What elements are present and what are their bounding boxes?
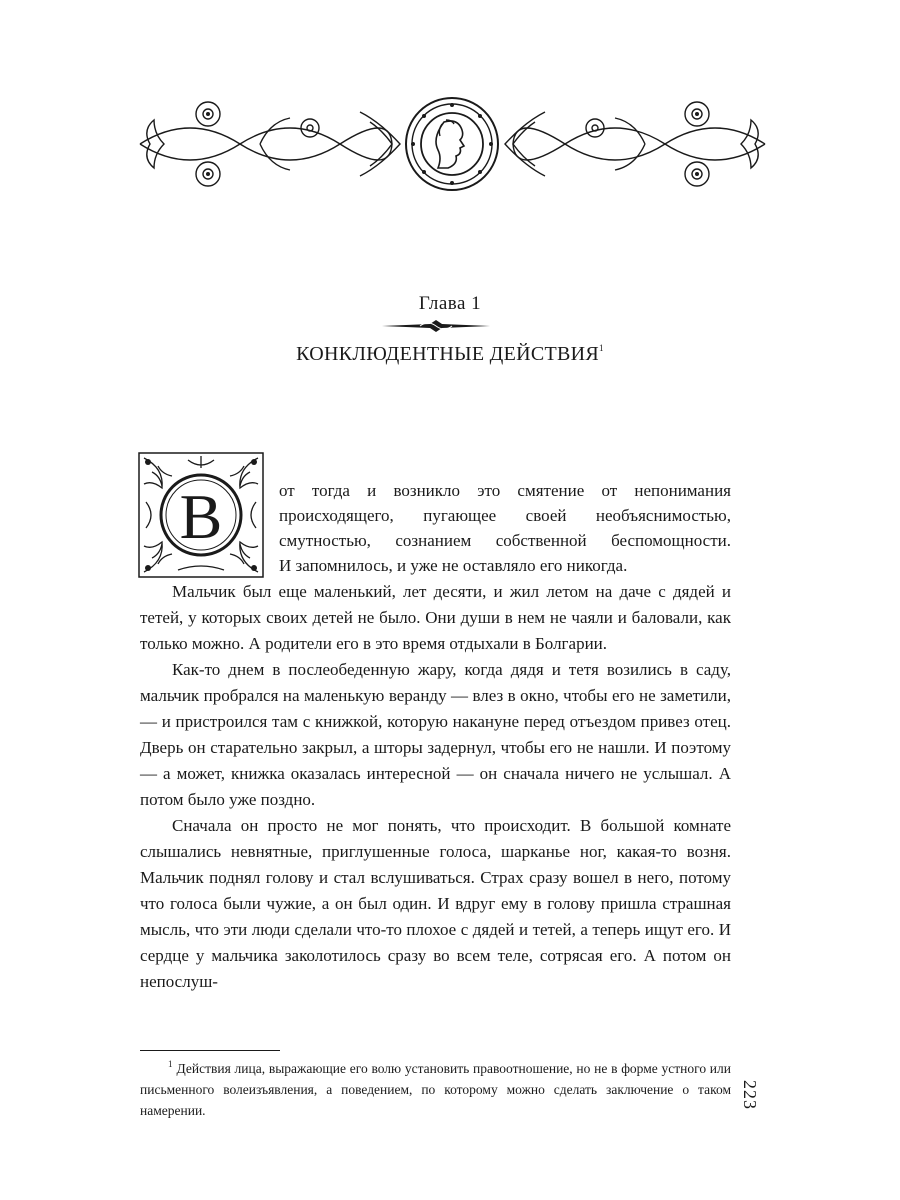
footnote-mark: 1 bbox=[168, 1059, 173, 1069]
chapter-divider bbox=[380, 318, 492, 334]
chapter-title bbox=[0, 343, 900, 366]
intro-line: И запомнилось, и уже не оставляло его никогда. bbox=[279, 556, 628, 575]
footnote-rule bbox=[140, 1050, 280, 1051]
drop-cap-letter: В bbox=[179, 481, 223, 552]
footnote-reference: 1 bbox=[599, 343, 604, 353]
intro-line: от тогда и возникло это смятение от непонимания bbox=[279, 481, 731, 500]
footnote-text: Действия лица, выражающие его волю установить правоотношение, но не в форме устного или письменного волеизъявления, а поведением, по которому можно сделать заключение о таком намерении. bbox=[140, 1061, 731, 1118]
paragraph: Сначала он просто не мог понять, что происходит. В большой комнате слышались невнятные, приглушенные голоса, шарканье ног, какая-то возня. Мальчик поднял голову и стал вслушиваться. Страх сразу вошел в него, потому что голоса были чужие, а он был один. И вдруг ему в голову пришла страшная мысль, что эти люди сделали что-то плохое с дядей и тетей, а теперь ищут его. И сердце у мальчика заколотилось сразу во всем теле, сотрясая его. А потом он непослуш- bbox=[140, 816, 731, 991]
body-text bbox=[140, 579, 731, 995]
page-number: 223 bbox=[740, 1080, 760, 1110]
chapter-label: Глава 1 bbox=[418, 293, 482, 314]
paragraph: Как-то днем в послеобеденную жару, когда дядя и тетя возились в саду, мальчик пробрался на маленькую веранду — влез в окно, чтобы его не заметили, — и пристроился там с книжкой, которую накануне перед отъездом привез отец. Дверь он старательно закрыл, а шторы задернул, чтобы его не нашли. И поэтому — а может, книжка оказалась интересной — он сначала ничего не услышал. А потом было уже поздно. bbox=[140, 660, 731, 809]
chapter-title-text: КОНКЛЮДЕНТНЫЕ ДЕЙСТВИЯ bbox=[296, 343, 600, 365]
paragraph: Мальчик был еще маленький, лет десяти, и жил летом на даче с дядей и тетей, у которых своих детей не было. Они души в нем не чаяли и баловали, как только можно. А родители его в это время отдыхали в Болгарии. bbox=[140, 582, 731, 653]
intro-line: происходящего, пугающее своей необъяснимостью, bbox=[279, 506, 731, 525]
ornamental-header bbox=[130, 92, 775, 196]
footnote bbox=[140, 1054, 731, 1121]
drop-cap bbox=[138, 452, 264, 578]
intro-text bbox=[279, 478, 731, 578]
intro-line: смутностью, сознанием собственной беспомощности. bbox=[279, 531, 731, 550]
